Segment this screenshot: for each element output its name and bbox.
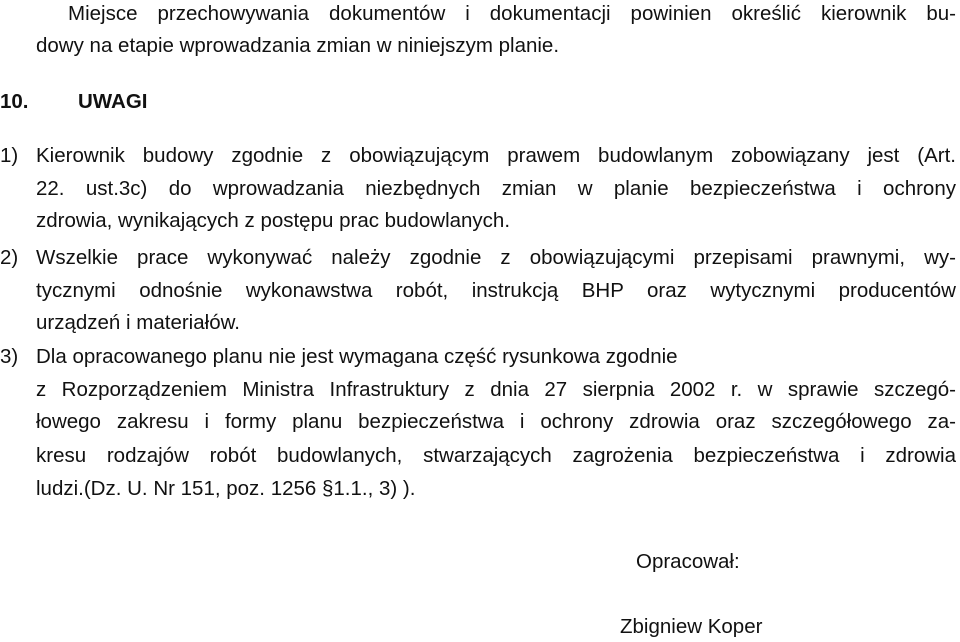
section-title: UWAGI — [78, 90, 148, 113]
list-marker: 1) — [0, 144, 19, 167]
list-item-line: ludzi.(Dz. U. Nr 151, poz. 1256 §1.1., 3) ). — [36, 477, 416, 500]
list-item-line: 22. ust.3c) do wprowadzania niezbędnych zmian w planie bezpieczeństwa i ochrony — [36, 177, 956, 200]
list-item-line: Kierownik budowy zgodnie z obowiązującym prawem budowlanym zobowiązany jest (Art. — [36, 144, 956, 167]
list-item-line: zdrowia, wynikających z postępu prac budowlanych. — [36, 209, 511, 232]
list-item-line: Wszelkie prace wykonywać należy zgodnie z obowiązującymi przepisami prawnymi, wy- — [36, 246, 956, 269]
list-marker: 3) — [0, 345, 19, 368]
list-item-line: tycznymi odnośnie wykonawstwa robót, instrukcją BHP oraz wytycznymi producentów — [36, 279, 956, 302]
list-marker: 2) — [0, 246, 19, 269]
intro-line: dowy na etapie wprowadzania zmian w niniejszym planie. — [36, 34, 560, 57]
list-item-line: Dla opracowanego planu nie jest wymagana część rysunkowa zgodnie — [36, 345, 678, 368]
list-item-line: łowego zakresu i formy planu bezpieczeństwa i ochrony zdrowia oraz szczegółowego za- — [36, 410, 956, 433]
list-item-line: urządzeń i materiałów. — [36, 311, 240, 334]
section-number: 10. — [0, 90, 29, 113]
list-item-line: kresu rodzajów robót budowlanych, stwarzających zagrożenia bezpieczeństwa i zdrowia — [36, 444, 956, 467]
signature-name: Zbigniew Koper — [620, 615, 763, 638]
signature-label: Opracował: — [636, 550, 740, 573]
intro-line: Miejsce przechowywania dokumentów i dokumentacji powinien określić kierownik bu- — [68, 2, 956, 25]
list-item-line: z Rozporządzeniem Ministra Infrastruktury z dnia 27 sierpnia 2002 r. w sprawie szczegó- — [36, 378, 956, 401]
